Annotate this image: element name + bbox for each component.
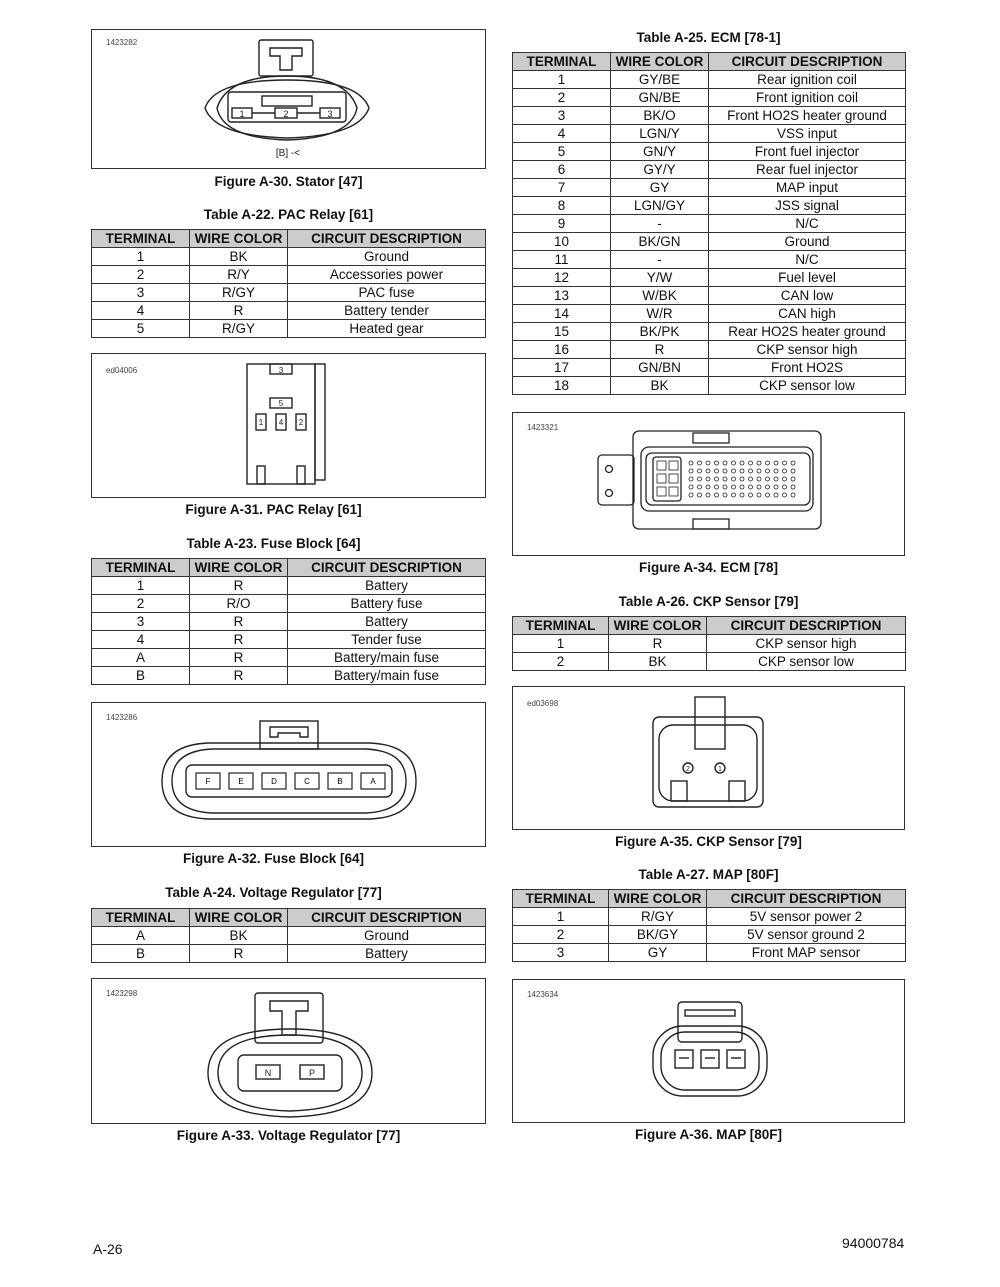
wire-color-cell: R <box>190 577 288 595</box>
ecm-pin-cavity <box>766 493 770 497</box>
voltage-regulator-table <box>91 908 486 963</box>
page-number: A-26 <box>93 1241 123 1257</box>
terminal-cell: 5 <box>513 143 611 161</box>
wire-color-cell: - <box>611 251 709 269</box>
terminal-cell: 4 <box>92 302 190 320</box>
pin-label: A <box>370 777 376 786</box>
ecm-pin-cavity <box>740 493 744 497</box>
table-row <box>92 945 486 963</box>
ecm-pin-cavity <box>774 461 778 465</box>
wire-color-cell: W/R <box>611 305 709 323</box>
ecm-pin-cavity <box>757 477 761 481</box>
terminal-cell: 11 <box>513 251 611 269</box>
wire-color-cell: GY <box>609 944 707 962</box>
terminal-cell: A <box>92 927 190 945</box>
pin-label: 3 <box>327 109 333 119</box>
ecm-pin-cavity <box>757 461 761 465</box>
circuit-cell: Accessories power <box>288 266 486 284</box>
circuit-cell: Battery/main fuse <box>288 667 486 685</box>
ecm-pin-cavity <box>791 469 795 473</box>
circuit-cell: Rear ignition coil <box>709 71 906 89</box>
terminal-cell: B <box>92 945 190 963</box>
ecm-pin-cavity <box>706 477 710 481</box>
col-terminal: TERMINAL <box>513 617 609 635</box>
col-terminal: TERMINAL <box>92 230 190 248</box>
figure-id: 1423282 <box>106 38 138 47</box>
terminal-cell: 9 <box>513 215 611 233</box>
terminal-cell: B <box>92 667 190 685</box>
wire-color-cell: R <box>611 341 709 359</box>
terminal-cell: 10 <box>513 233 611 251</box>
figure-map <box>512 979 905 1123</box>
ecm-pin-cavity <box>783 469 787 473</box>
figure-ckp-sensor <box>512 686 905 830</box>
ecm-pin-cavity <box>783 485 787 489</box>
wire-color-cell: LGN/Y <box>611 125 709 143</box>
figure-voltage-regulator <box>91 978 486 1124</box>
table-row <box>92 631 486 649</box>
circuit-cell: Heated gear <box>288 320 486 338</box>
circuit-cell: Ground <box>288 927 486 945</box>
circuit-cell: Rear fuel injector <box>709 161 906 179</box>
wire-color-cell: R <box>190 631 288 649</box>
ecm-pin-cavity <box>723 485 727 489</box>
ecm-pin-cavity <box>749 493 753 497</box>
wire-color-cell: GY <box>611 179 709 197</box>
terminal-cell: 1 <box>92 577 190 595</box>
ecm-power-pin-cavity <box>669 474 678 483</box>
col-circuit: CIRCUIT DESCRIPTION <box>288 559 486 577</box>
terminal-cell: 12 <box>513 269 611 287</box>
figure-caption: Figure A-35. CKP Sensor [79] <box>615 834 802 849</box>
table-row <box>92 927 486 945</box>
circuit-cell: Front ignition coil <box>709 89 906 107</box>
table-row <box>92 649 486 667</box>
wire-color-cell: R <box>190 649 288 667</box>
wire-color-cell: BK <box>611 377 709 395</box>
table-row <box>92 284 486 302</box>
ecm-pin-cavity <box>732 485 736 489</box>
table-row <box>513 287 906 305</box>
table-row <box>513 107 906 125</box>
circuit-cell: N/C <box>709 251 906 269</box>
ecm-power-pin-cavity <box>657 474 666 483</box>
ecm-pin-cavity <box>791 461 795 465</box>
terminal-cell: 15 <box>513 323 611 341</box>
figure-id: 1423286 <box>106 713 138 722</box>
wire-color-cell: BK/GN <box>611 233 709 251</box>
table-row <box>513 179 906 197</box>
pin-label: 5 <box>278 399 284 408</box>
fuse-block-drawing <box>92 703 487 848</box>
wire-color-cell: BK <box>190 248 288 266</box>
ecm-power-pin-cavity <box>657 461 666 470</box>
col-wire-color: WIRE COLOR <box>611 53 709 71</box>
table-row <box>92 667 486 685</box>
ecm-pin-cavity <box>723 477 727 481</box>
circuit-cell: CKP sensor high <box>707 635 906 653</box>
fuse-block-table <box>91 558 486 685</box>
table-title: Table A-24. Voltage Regulator [77] <box>165 885 382 900</box>
wire-color-cell: GY/BE <box>611 71 709 89</box>
ecm-pin-cavity <box>689 477 693 481</box>
wire-color-cell: R <box>190 613 288 631</box>
table-row <box>513 323 906 341</box>
pin-label: F <box>205 777 211 786</box>
ecm-pin-cavity <box>723 461 727 465</box>
figure-stator <box>91 29 486 169</box>
terminal-cell: 17 <box>513 359 611 377</box>
circuit-cell: CKP sensor low <box>707 653 906 671</box>
col-circuit: CIRCUIT DESCRIPTION <box>707 890 906 908</box>
circuit-cell: Battery <box>288 577 486 595</box>
terminal-cell: 1 <box>92 248 190 266</box>
circuit-cell: Ground <box>709 233 906 251</box>
figure-fuse-block <box>91 702 486 847</box>
ecm-pin-cavity <box>774 493 778 497</box>
table-row <box>92 266 486 284</box>
wire-color-cell: R/GY <box>609 908 707 926</box>
ecm-pin-cavity <box>715 477 719 481</box>
ecm-pin-cavity <box>715 461 719 465</box>
table-title: Table A-25. ECM [78-1] <box>636 30 781 45</box>
terminal-cell: 8 <box>513 197 611 215</box>
wire-color-cell: BK/O <box>611 107 709 125</box>
stator-connector-drawing <box>92 30 487 170</box>
col-circuit: CIRCUIT DESCRIPTION <box>707 617 906 635</box>
terminal-cell: 4 <box>92 631 190 649</box>
ecm-pin-cavity <box>723 469 727 473</box>
table-title: Table A-23. Fuse Block [64] <box>186 536 361 551</box>
col-circuit: CIRCUIT DESCRIPTION <box>709 53 906 71</box>
table-row <box>513 341 906 359</box>
wire-color-cell: W/BK <box>611 287 709 305</box>
wire-color-cell: BK/PK <box>611 323 709 341</box>
ecm-pin-cavity <box>757 469 761 473</box>
table-row <box>513 89 906 107</box>
circuit-cell: Front HO2S <box>709 359 906 377</box>
wire-color-cell: R <box>190 302 288 320</box>
ckp-sensor-table <box>512 616 906 671</box>
ecm-pin-cavity <box>791 493 795 497</box>
table-row <box>513 635 906 653</box>
ecm-pin-cavity <box>749 469 753 473</box>
terminal-cell: 2 <box>513 89 611 107</box>
document-number: 94000784 <box>842 1235 905 1251</box>
ecm-pin-cavity <box>689 485 693 489</box>
table-row <box>92 248 486 266</box>
circuit-cell: N/C <box>709 215 906 233</box>
col-wire-color: WIRE COLOR <box>609 890 707 908</box>
ecm-pin-cavity <box>723 493 727 497</box>
table-row <box>513 71 906 89</box>
circuit-cell: PAC fuse <box>288 284 486 302</box>
ecm-pin-cavity <box>783 493 787 497</box>
figure-caption: Figure A-34. ECM [78] <box>638 560 779 575</box>
figure-id: 1423321 <box>527 423 559 432</box>
ecm-pin-cavity <box>706 469 710 473</box>
wire-color-cell: BK <box>190 927 288 945</box>
terminal-cell: 1 <box>513 908 609 926</box>
connector-note: [B] -< <box>275 148 301 159</box>
map-connector-drawing <box>513 980 906 1124</box>
table-row <box>513 653 906 671</box>
wire-color-cell: - <box>611 215 709 233</box>
col-wire-color: WIRE COLOR <box>190 559 288 577</box>
table-row <box>513 359 906 377</box>
terminal-cell: 13 <box>513 287 611 305</box>
pin-label: 1 <box>258 418 264 427</box>
figure-caption: Figure A-33. Voltage Regulator [77] <box>176 1128 401 1143</box>
terminal-cell: 2 <box>513 653 609 671</box>
table-row <box>513 305 906 323</box>
table-row <box>513 251 906 269</box>
terminal-cell: 7 <box>513 179 611 197</box>
col-terminal: TERMINAL <box>513 890 609 908</box>
ecm-pin-cavity <box>766 477 770 481</box>
table-row <box>513 161 906 179</box>
ecm-power-pin-cavity <box>669 487 678 496</box>
pin-label: 1 <box>239 109 245 119</box>
circuit-cell: 5V sensor ground 2 <box>707 926 906 944</box>
ecm-pin-cavity <box>766 469 770 473</box>
table-row <box>92 302 486 320</box>
table-row <box>92 320 486 338</box>
terminal-cell: 2 <box>513 926 609 944</box>
table-row <box>513 143 906 161</box>
figure-caption: Figure A-30. Stator [47] <box>214 174 363 189</box>
ecm-pin-cavity <box>732 477 736 481</box>
pin-label: 2 <box>298 418 304 427</box>
pin-label: 3 <box>278 366 284 375</box>
ecm-pin-cavity <box>757 485 761 489</box>
wire-color-cell: R <box>190 667 288 685</box>
table-row <box>513 944 906 962</box>
col-terminal: TERMINAL <box>513 53 611 71</box>
ecm-pin-cavity <box>689 493 693 497</box>
wire-color-cell: BK <box>609 653 707 671</box>
ecm-power-pin-cavity <box>669 461 678 470</box>
circuit-cell: CAN high <box>709 305 906 323</box>
ecm-pin-cavity <box>740 477 744 481</box>
ckp-connector-drawing <box>513 687 906 831</box>
wire-color-cell: GN/BE <box>611 89 709 107</box>
circuit-cell: CKP sensor high <box>709 341 906 359</box>
figure-caption: Figure A-32. Fuse Block [64] <box>182 851 365 866</box>
figure-caption: Figure A-31. PAC Relay [61] <box>185 502 362 517</box>
ecm-pin-cavity <box>740 461 744 465</box>
pin-label: N <box>264 1068 272 1078</box>
ecm-pin-cavity <box>706 461 710 465</box>
pin-label: C <box>304 777 310 786</box>
terminal-cell: 14 <box>513 305 611 323</box>
table-row <box>513 377 906 395</box>
figure-id: 1423298 <box>106 989 138 998</box>
pin-label: D <box>271 777 277 786</box>
circuit-cell: Battery <box>288 945 486 963</box>
wire-color-cell: R <box>609 635 707 653</box>
table-row <box>92 577 486 595</box>
wire-color-cell: R/GY <box>190 284 288 302</box>
ecm-pin-cavity <box>783 461 787 465</box>
ecm-pin-cavity <box>774 485 778 489</box>
terminal-cell: A <box>92 649 190 667</box>
ecm-pin-cavity <box>749 477 753 481</box>
terminal-cell: 16 <box>513 341 611 359</box>
figure-id: ed04006 <box>106 366 138 375</box>
table-row <box>513 926 906 944</box>
ecm-pin-cavity <box>732 461 736 465</box>
circuit-cell: Front fuel injector <box>709 143 906 161</box>
pin-label: 4 <box>278 418 284 427</box>
circuit-cell: VSS input <box>709 125 906 143</box>
pin-label: 2 <box>283 109 289 119</box>
table-row <box>513 908 906 926</box>
figure-caption: Figure A-36. MAP [80F] <box>634 1127 783 1142</box>
ecm-pin-cavity <box>689 469 693 473</box>
circuit-cell: Front HO2S heater ground <box>709 107 906 125</box>
circuit-cell: CAN low <box>709 287 906 305</box>
pin-label: 1 <box>718 766 722 773</box>
circuit-cell: Battery tender <box>288 302 486 320</box>
ecm-pin-cavity <box>715 485 719 489</box>
ecm-pin-cavity <box>749 461 753 465</box>
col-circuit: CIRCUIT DESCRIPTION <box>288 230 486 248</box>
col-wire-color: WIRE COLOR <box>609 617 707 635</box>
ecm-pin-cavity <box>706 485 710 489</box>
col-terminal: TERMINAL <box>92 559 190 577</box>
ecm-pin-cavity <box>766 485 770 489</box>
wire-color-cell: LGN/GY <box>611 197 709 215</box>
ecm-pin-cavity <box>791 485 795 489</box>
wire-color-cell: GN/Y <box>611 143 709 161</box>
terminal-cell: 2 <box>92 266 190 284</box>
table-row <box>513 269 906 287</box>
terminal-cell: 6 <box>513 161 611 179</box>
circuit-cell: Battery/main fuse <box>288 649 486 667</box>
pac-relay-drawing <box>92 354 487 499</box>
circuit-cell: CKP sensor low <box>709 377 906 395</box>
terminal-cell: 3 <box>513 107 611 125</box>
terminal-cell: 5 <box>92 320 190 338</box>
map-table <box>512 889 906 962</box>
ecm-pin-cavity <box>740 485 744 489</box>
ecm-pin-cavity <box>698 477 702 481</box>
ecm-pin-cavity <box>749 485 753 489</box>
ecm-pin-cavity <box>791 477 795 481</box>
ecm-pin-cavity <box>715 493 719 497</box>
wire-color-cell: GN/BN <box>611 359 709 377</box>
ecm-pin-cavity <box>706 493 710 497</box>
pin-label: P <box>308 1068 316 1078</box>
table-row <box>513 125 906 143</box>
ecm-pin-cavity <box>698 485 702 489</box>
ecm-pin-cavity <box>715 469 719 473</box>
terminal-cell: 1 <box>513 71 611 89</box>
circuit-cell: 5V sensor power 2 <box>707 908 906 926</box>
circuit-cell: MAP input <box>709 179 906 197</box>
ecm-pin-cavity <box>698 469 702 473</box>
wire-color-cell: Y/W <box>611 269 709 287</box>
table-title: Table A-22. PAC Relay [61] <box>203 207 374 222</box>
figure-id: ed03698 <box>527 699 559 708</box>
terminal-cell: 1 <box>513 635 609 653</box>
circuit-cell: Front MAP sensor <box>707 944 906 962</box>
figure-pac-relay <box>91 353 486 498</box>
figure-ecm <box>512 412 905 556</box>
table-row <box>513 233 906 251</box>
ecm-power-pin-cavity <box>657 487 666 496</box>
circuit-cell: Battery <box>288 613 486 631</box>
ecm-pin-cavity <box>732 469 736 473</box>
wire-color-cell: R <box>190 945 288 963</box>
circuit-cell: Rear HO2S heater ground <box>709 323 906 341</box>
pin-label: B <box>337 777 343 786</box>
voltage-regulator-drawing <box>92 979 487 1125</box>
col-circuit: CIRCUIT DESCRIPTION <box>288 909 486 927</box>
ecm-pin-cavity <box>740 469 744 473</box>
table-row <box>513 215 906 233</box>
ecm-pin-cavity <box>732 493 736 497</box>
table-row <box>92 595 486 613</box>
circuit-cell: JSS signal <box>709 197 906 215</box>
terminal-cell: 4 <box>513 125 611 143</box>
ecm-connector-drawing <box>513 413 906 557</box>
terminal-cell: 2 <box>92 595 190 613</box>
ecm-pin-cavity <box>698 461 702 465</box>
wire-color-cell: R/O <box>190 595 288 613</box>
ecm-pin-cavity <box>774 469 778 473</box>
terminal-cell: 3 <box>513 944 609 962</box>
circuit-cell: Battery fuse <box>288 595 486 613</box>
wire-color-cell: BK/GY <box>609 926 707 944</box>
terminal-cell: 18 <box>513 377 611 395</box>
terminal-cell: 3 <box>92 613 190 631</box>
circuit-cell: Tender fuse <box>288 631 486 649</box>
ecm-table <box>512 52 906 395</box>
wire-color-cell: R/GY <box>190 320 288 338</box>
ecm-pin-cavity <box>774 477 778 481</box>
pac-relay-table <box>91 229 486 338</box>
pin-label: E <box>238 777 244 786</box>
ecm-pin-cavity <box>689 461 693 465</box>
table-row <box>513 197 906 215</box>
terminal-cell: 3 <box>92 284 190 302</box>
circuit-cell: Fuel level <box>709 269 906 287</box>
pin-label: 2 <box>686 766 690 773</box>
table-row <box>92 613 486 631</box>
wire-color-cell: R/Y <box>190 266 288 284</box>
table-title: Table A-27. MAP [80F] <box>638 867 779 882</box>
figure-id: 1423634 <box>527 990 559 999</box>
ecm-pin-cavity <box>698 493 702 497</box>
ecm-pin-cavity <box>766 461 770 465</box>
wire-color-cell: GY/Y <box>611 161 709 179</box>
col-wire-color: WIRE COLOR <box>190 230 288 248</box>
circuit-cell: Ground <box>288 248 486 266</box>
ecm-pin-cavity <box>783 477 787 481</box>
col-terminal: TERMINAL <box>92 909 190 927</box>
ecm-pin-cavity <box>757 493 761 497</box>
col-wire-color: WIRE COLOR <box>190 909 288 927</box>
table-title: Table A-26. CKP Sensor [79] <box>618 594 799 609</box>
